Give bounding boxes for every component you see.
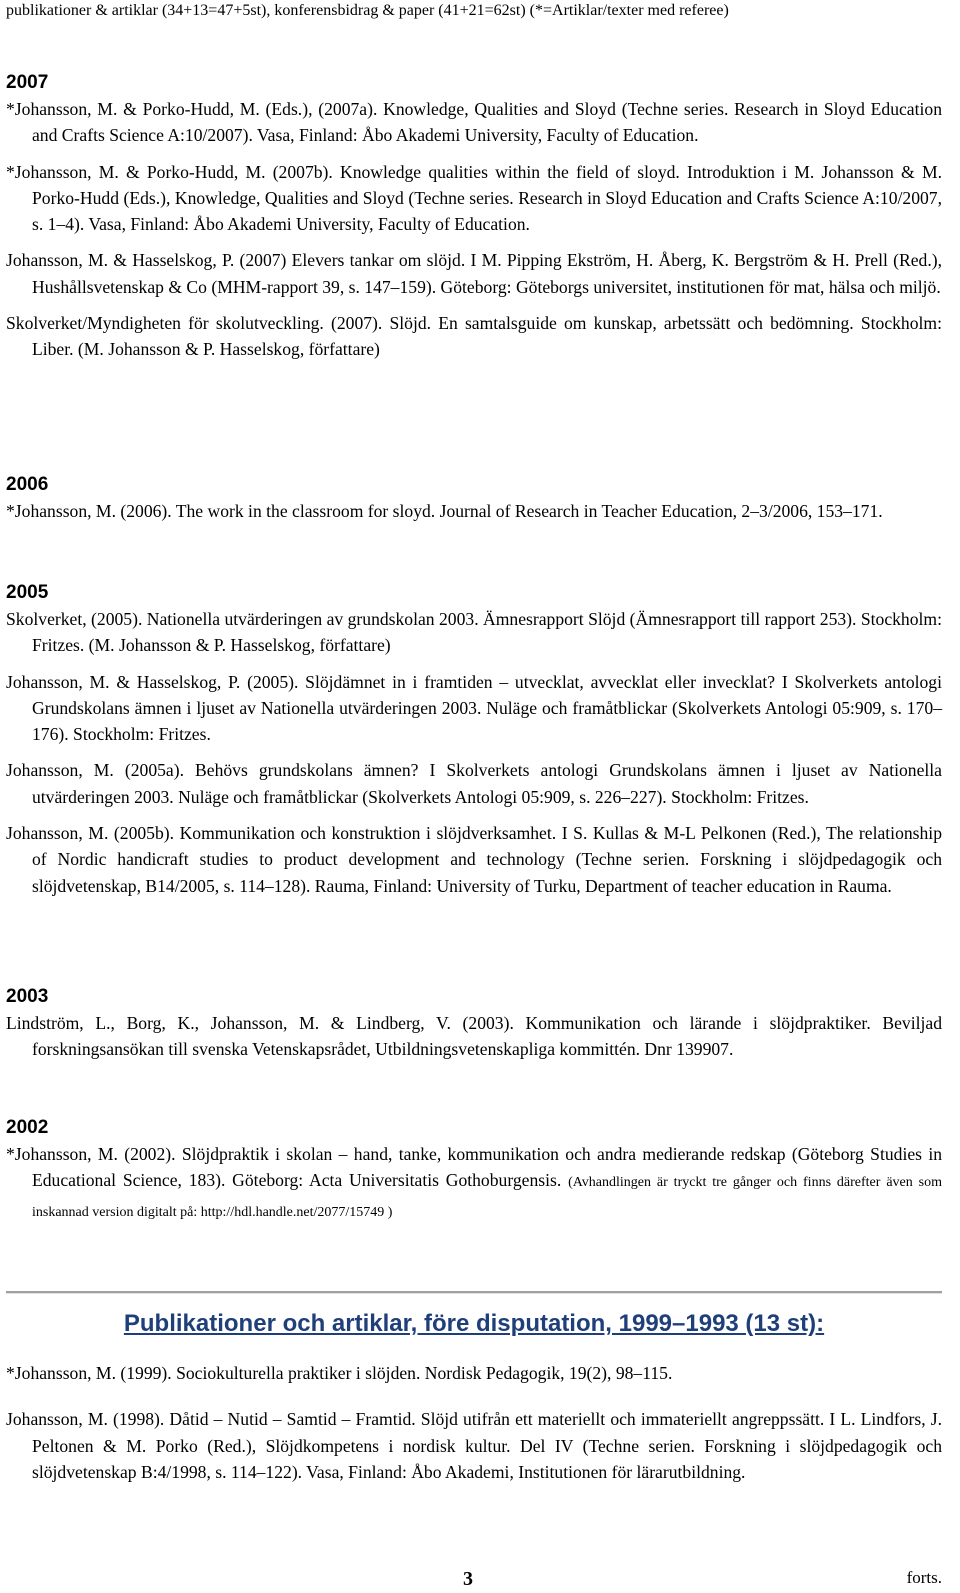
reference-entry: Johansson, M. (2005b). Kommunikation och konstruktion i slöjdverksamhet. I S. Kullas & M-L Pelkonen (Red.), The relationship of Nordic handicraft studies to product development and technology (Techne serien. Forskning i slöjdpedagogik och slöjdvetenskap, B14/2005, s. 114–128). Rauma, Finland: University of Turku, Department of teacher education in Rauma. — [6, 823, 942, 896]
reference-entry: *Johansson, M. (2006). The work in the classroom for sloyd. Journal of Research in Teacher Education, 2–3/2006, 153–171. — [6, 501, 883, 521]
section-heading-before-dissertation: Publikationer och artiklar, före disputation, 1999–1993 (13 st): — [123, 1310, 825, 1337]
year-heading: 2006 — [6, 474, 49, 495]
reference-entry: Lindström, L., Borg, K., Johansson, M. & Lindberg, V. (2003). Kommunikation och lärande i slöjdpraktiker. Beviljad forskningsansökan till svenska Vetenskapsrådet, Utbildningsvetenskapliga kommittén. Dnr 139907. — [6, 1013, 942, 1060]
section-2003 — [6, 984, 942, 1073]
reference-entry: Skolverket/Myndigheten för skolutveckling. (2007). Slöjd. En samtalsguide om kunskap, arbetssätt och bedömning. Stockholm: Liber. (M. Johansson & P. Hasselskog, författare) — [6, 313, 942, 360]
header-summary: publikationer & artiklar (34+13=47+5st), konferensbidrag & paper (41+21=62st) (*=Artiklar/texter med referee) — [6, 2, 729, 19]
section-2002 — [6, 1115, 942, 1226]
section-2005 — [6, 580, 942, 909]
continued-label: forts. — [906, 1568, 942, 1587]
reference-entry: Skolverket, (2005). Nationella utvärderingen av grundskolan 2003. Ämnesrapport Slöjd (Ämnesrapport till rapport 253). Stockholm: Fritzes. (M. Johansson & P. Hasselskog, författare) — [6, 609, 942, 656]
section-2006 — [6, 472, 942, 534]
year-heading: 2002 — [6, 1117, 49, 1138]
reference-entry: *Johansson, M. & Porko-Hudd, M. (Eds.), (2007a). Knowledge, Qualities and Sloyd (Techne series. Research in Sloyd Education and Crafts Science A:10/2007). Vasa, Finland: Åbo Akademi University, Faculty of Education. — [6, 99, 942, 146]
reference-entry: Johansson, M. & Hasselskog, P. (2007) Elevers tankar om slöjd. I M. Pipping Ekström, H. Åberg, K. Bergström & H. Prell (Red.), Hushållsvetenskap & Co (MHM-rapport 39, s. 147–159). Göteborg: Göteborgs universitet, institutionen för mat, hälsa och miljö. — [6, 250, 942, 297]
reference-entry: *Johansson, M. (1999). Sociokulturella praktiker i slöjden. Nordisk Pedagogik, 19(2), 98–115. — [6, 1363, 673, 1383]
reference-text: *Johansson, M. (2002). Slöjdpraktik i skolan – hand, tanke, kommunikation och andra medierande redskap (Göteborg Studies in Educational Science, 183). Göteborg: Acta Universitatis Gothoburgensis. — [6, 1144, 942, 1191]
section-2007 — [6, 70, 942, 373]
reference-entry: Johansson, M. (1998). Dåtid – Nutid – Samtid – Framtid. Slöjd utifrån ett materiellt och immateriellt angreppssätt. I L. Lindfors, J. Peltonen & M. Porko (Red.), Slöjdkompetens i nordisk kultur. Del IV (Techne serien. Forskning i slöjdpedagogik och slöjdvetenskap B:4/1998, s. 114–122). Vasa, Finland: Åbo Akademi, Institutionen för lärarutbildning. — [6, 1409, 942, 1482]
year-heading: 2005 — [6, 582, 49, 603]
reference-entry: Johansson, M. & Hasselskog, P. (2005). Slöjdämnet in i framtiden – utvecklat, avvecklat eller invecklat? I Skolverkets antologi Grundskolans ämnen i ljuset av Nationella utvärderingen 2003. Nuläge och framåtblickar (Skolverkets Antologi 05:909, s. 170–176). Stockholm: Fritzes. — [6, 671, 942, 745]
reference-note: (Avhandlingen är tryckt tre gånger och finns därefter även som inskannad version digitalt på: http://hdl.handle.net/2077/15749 ) — [32, 1175, 942, 1220]
reference-entry — [6, 1141, 942, 1226]
reference-entry: Johansson, M. (2005a). Behövs grundskolans ämnen? I Skolverkets antologi Grundskolans ämnen i ljuset av Nationella utvärderingen 2003. Nuläge och framåtblickar (Skolverkets Antologi 05:909, s. 226–227). Stockholm: Fritzes. — [6, 760, 942, 807]
reference-entry: *Johansson, M. & Porko-Hudd, M. (2007b). Knowledge qualities within the field of sloyd. Introduktion i M. Johansson & M. Porko-Hudd (Eds.), Knowledge, Qualities and Sloyd (Techne series. Research in Sloyd Education and Crafts Science A:10/2007, s. 1–4). Vasa, Finland: Åbo Akademi University, Faculty of Education. — [6, 161, 942, 235]
section-divider — [6, 1291, 942, 1294]
year-heading: 2007 — [6, 72, 49, 93]
page-number: 3 — [463, 1568, 473, 1590]
section-before-dissertation — [6, 1360, 942, 1495]
year-heading: 2003 — [6, 986, 49, 1007]
